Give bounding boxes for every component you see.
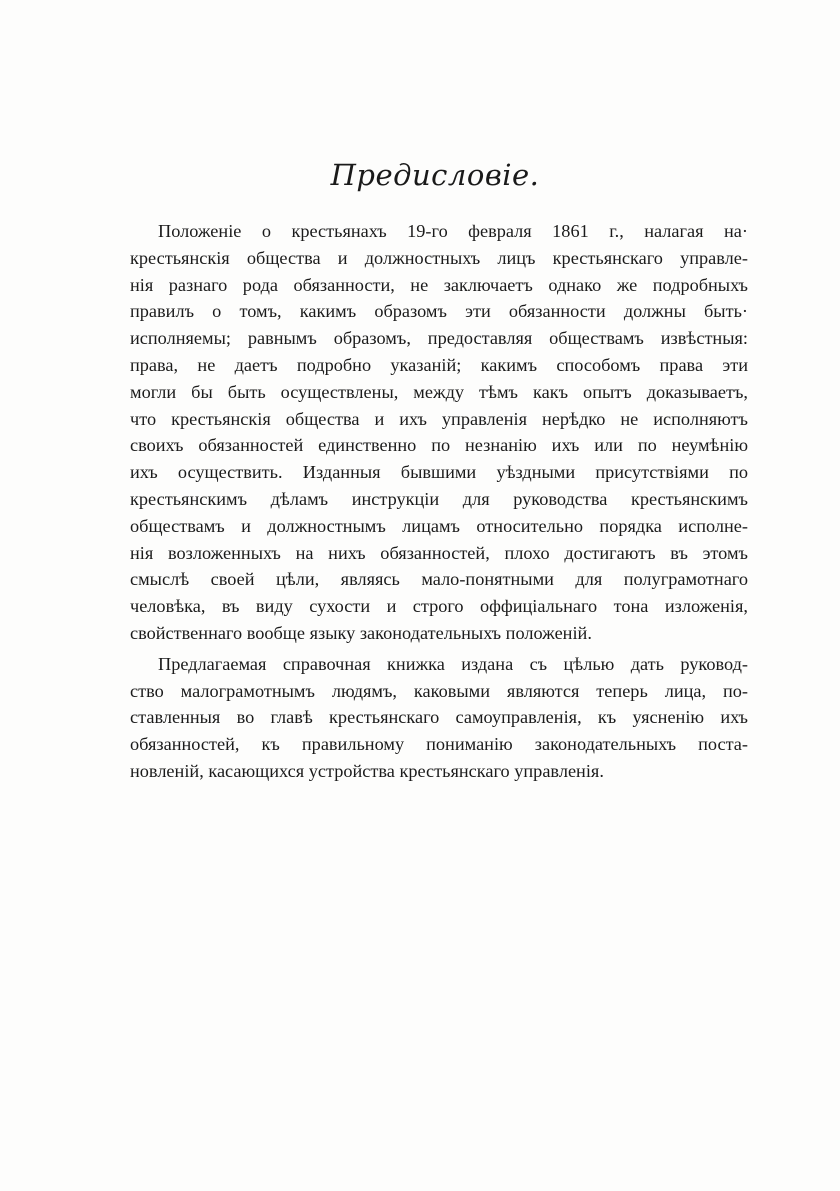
text-line: новленій, касающихся устройства крестьянскаго управленія. [130, 760, 604, 781]
text-line: крестьянскія общества и должностныхъ лицъ крестьянскаго управле- [130, 247, 748, 268]
text-line: обязанностей, къ правильному пониманію законодательныхъ поста- [130, 734, 748, 755]
text-line: что крестьянскія общества и ихъ управленія нерѣдко не исполняютъ [130, 408, 748, 429]
page-title: Предисловіе. [330, 158, 540, 192]
text-line: обществамъ и должностнымъ лицамъ относительно порядка исполне- [130, 515, 748, 536]
text-line: могли бы быть осуществлены, между тѣмъ какъ опытъ доказываетъ, [130, 381, 748, 402]
text-line: нія возложенныхъ на нихъ обязанностей, плохо достигаютъ въ этомъ [130, 542, 748, 563]
text-line: свойственнаго вообще языку законодательныхъ положеній. [130, 622, 592, 643]
text-line: исполняемы; равнымъ образомъ, предоставляя обществамъ извѣстныя: [130, 328, 748, 349]
text-line: смыслѣ своей цѣли, являясь мало-понятными для полуграмотнаго [130, 569, 748, 590]
text-line: Положеніе о крестьянахъ 19-го февраля 1861 г., налагая на· [158, 221, 748, 241]
paragraph [130, 218, 748, 647]
text-line: нія разнаго рода обязанности, не заключаетъ однако же подробныхъ [130, 274, 748, 295]
text-line: права, не даетъ подробно указаній; какимъ способомъ права эти [130, 354, 748, 375]
paragraph [130, 651, 748, 785]
text-line: ставленныя во главѣ крестьянскаго самоуправленія, къ уясненію ихъ [130, 707, 748, 728]
text-line: своихъ обязанностей единственно по незнанію ихъ или по неумѣнію [130, 435, 748, 456]
text-line: крестьянскимъ дѣламъ инструкціи для руководства крестьянскимъ [130, 488, 748, 509]
text-line: человѣка, въ виду сухости и строго оффиціальнаго тона изложенія, [130, 596, 748, 617]
text-line: ство малограмотнымъ людямъ, каковыми являются теперь лица, по- [130, 680, 748, 701]
text-line: правилъ о томъ, какимъ образомъ эти обязанности должны быть· [130, 301, 748, 322]
text-line: ихъ осуществить. Изданныя бывшими уѣздными присутствіями по [130, 462, 748, 483]
text-line: Предлагаемая справочная книжка издана съ цѣлью дать руковод- [158, 653, 748, 674]
preface-text [130, 218, 748, 785]
